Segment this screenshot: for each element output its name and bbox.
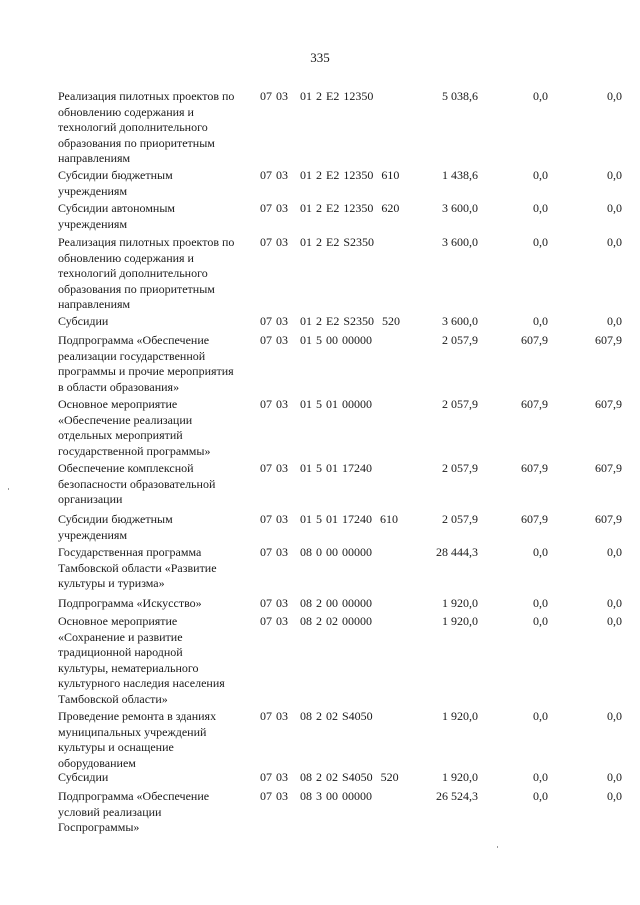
row-value-3: 607,9 <box>595 397 622 411</box>
row-code: 07 03 08 2 02 S4050 <box>260 709 373 723</box>
row-value-1: 28 444,3 <box>436 545 478 559</box>
row-value-3: 0,0 <box>607 596 622 610</box>
row-value-2: 0,0 <box>533 168 548 182</box>
row-value-2: 0,0 <box>533 545 548 559</box>
row-value-2: 0,0 <box>533 770 548 784</box>
page-number: 335 <box>310 50 330 65</box>
row-code: 07 03 08 3 00 00000 <box>260 789 372 803</box>
row-value-2: 607,9 <box>521 512 548 526</box>
row-name: Субсидии бюджетным учреждениям <box>58 512 173 542</box>
row-value-1: 3 600,0 <box>442 201 478 215</box>
row-value-3: 0,0 <box>607 614 622 628</box>
row-value-1: 1 438,6 <box>442 168 478 182</box>
row-code: 07 03 08 2 02 00000 <box>260 614 372 628</box>
row-name: Подпрограмма «Обеспечение реализации государственной программы и прочие мероприятия в области образования» <box>58 333 234 394</box>
row-name: Субсидии <box>58 314 109 328</box>
row-value-3: 0,0 <box>607 314 622 328</box>
row-code: 07 03 08 2 02 S4050 520 <box>260 770 399 784</box>
row-code: 07 03 01 2 E2 12350 610 <box>260 168 400 182</box>
row-value-3: 0,0 <box>607 235 622 249</box>
row-code: 07 03 08 2 00 00000 <box>260 596 372 610</box>
row-code: 07 03 01 2 E2 12350 620 <box>260 201 400 215</box>
row-name: Субсидии бюджетным учреждениям <box>58 168 173 198</box>
row-value-2: 0,0 <box>533 235 548 249</box>
row-name: Обеспечение комплексной безопасности образовательной организации <box>58 461 216 507</box>
row-name: Реализация пилотных проектов по обновлению содержания и технологий дополнительного образования по приоритетным направлениям <box>58 89 235 166</box>
row-value-1: 2 057,9 <box>442 512 478 526</box>
row-code: 07 03 01 5 00 00000 <box>260 333 372 347</box>
scan-speck <box>497 846 498 848</box>
row-code: 07 03 01 2 E2 S2350 520 <box>260 314 401 328</box>
row-name: Подпрограмма «Обеспечение условий реализации Госпрограммы» <box>58 789 210 835</box>
row-code: 07 03 08 0 00 00000 <box>260 545 372 559</box>
row-value-1: 2 057,9 <box>442 461 478 475</box>
row-value-1: 26 524,3 <box>436 789 478 803</box>
row-name: Подпрограмма «Искусство» <box>58 596 202 610</box>
row-value-1: 1 920,0 <box>442 709 478 723</box>
row-value-1: 3 600,0 <box>442 235 478 249</box>
row-name: Государственная программа Тамбовской области «Развитие культуры и туризма» <box>58 545 217 591</box>
row-value-3: 607,9 <box>595 512 622 526</box>
row-name: Реализация пилотных проектов по обновлению содержания и технологий дополнительного образования по приоритетным направлениям <box>58 235 235 312</box>
row-value-3: 607,9 <box>595 461 622 475</box>
row-name: Субсидии автономным учреждениям <box>58 201 175 231</box>
row-code: 07 03 01 5 01 17240 610 <box>260 512 398 526</box>
row-code: 07 03 01 5 01 00000 <box>260 397 372 411</box>
row-value-2: 607,9 <box>521 397 548 411</box>
row-value-3: 0,0 <box>607 201 622 215</box>
row-code: 07 03 01 2 E2 S2350 <box>260 235 375 249</box>
row-value-1: 5 038,6 <box>442 89 478 103</box>
row-value-1: 1 920,0 <box>442 614 478 628</box>
row-value-3: 0,0 <box>607 770 622 784</box>
row-value-2: 607,9 <box>521 461 548 475</box>
scan-speck <box>8 488 9 490</box>
row-value-2: 0,0 <box>533 596 548 610</box>
row-name: Основное мероприятие «Сохранение и развитие традиционной народной культуры, нематериального культурного наследия населения Тамбовской области» <box>58 614 225 706</box>
row-value-3: 0,0 <box>607 168 622 182</box>
row-value-2: 0,0 <box>533 201 548 215</box>
row-name: Субсидии <box>58 770 109 784</box>
row-value-1: 2 057,9 <box>442 397 478 411</box>
row-value-2: 0,0 <box>533 314 548 328</box>
row-code: 07 03 01 2 E2 12350 <box>260 89 374 103</box>
row-value-3: 0,0 <box>607 89 622 103</box>
row-value-2: 0,0 <box>533 89 548 103</box>
row-value-2: 0,0 <box>533 709 548 723</box>
row-value-1: 1 920,0 <box>442 770 478 784</box>
row-value-1: 1 920,0 <box>442 596 478 610</box>
row-value-3: 0,0 <box>607 545 622 559</box>
row-value-2: 0,0 <box>533 789 548 803</box>
row-value-1: 2 057,9 <box>442 333 478 347</box>
row-value-2: 0,0 <box>533 614 548 628</box>
row-value-3: 0,0 <box>607 709 622 723</box>
row-name: Основное мероприятие «Обеспечение реализации отдельных мероприятий государственной программы» <box>58 397 211 458</box>
row-value-3: 607,9 <box>595 333 622 347</box>
row-value-3: 0,0 <box>607 789 622 803</box>
row-value-1: 3 600,0 <box>442 314 478 328</box>
row-name: Проведение ремонта в зданиях муниципальных учреждений культуры и оснащение оборудованием <box>58 709 217 770</box>
row-code: 07 03 01 5 01 17240 <box>260 461 372 475</box>
row-value-2: 607,9 <box>521 333 548 347</box>
